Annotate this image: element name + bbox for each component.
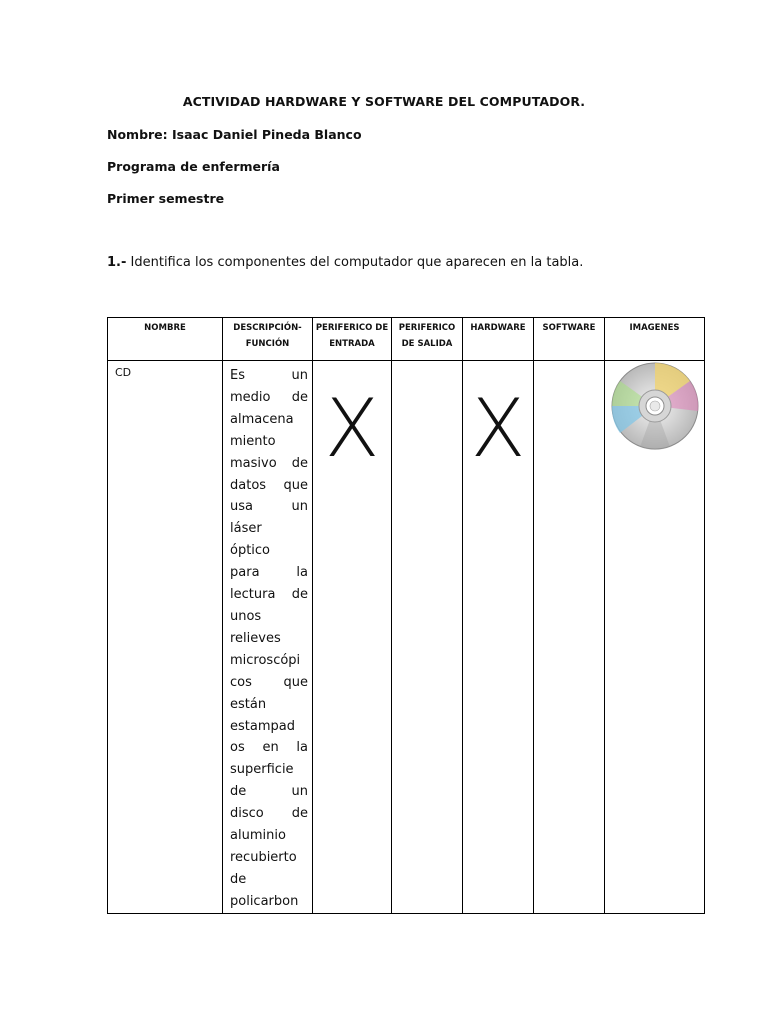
cell-imagen [605, 361, 705, 914]
description-line: datos que [230, 477, 308, 493]
description-line: medio de [230, 389, 308, 405]
header-imagenes: IMAGENES [605, 318, 705, 361]
table-header-row [108, 318, 705, 361]
components-table [107, 317, 705, 914]
description-line: miento [230, 433, 276, 449]
instruction [107, 255, 583, 270]
header-nombre: NOMBRE [108, 318, 223, 361]
program-name: Programa de enfermería [107, 159, 280, 174]
cd-disc-icon [610, 361, 700, 451]
description-line: policarbon [230, 893, 299, 909]
header-periferico-salida: PERIFERICO DE SALIDA [392, 318, 463, 361]
description-line: almacena [230, 411, 294, 427]
cell-descripcion [223, 361, 313, 914]
description-line: lectura de [230, 587, 308, 603]
semester: Primer semestre [107, 191, 225, 206]
description-line: usa un [230, 499, 308, 515]
cell-hardware: X [463, 361, 534, 914]
cell-periferico-salida [392, 361, 463, 914]
cell-periferico-entrada: X [313, 361, 392, 914]
description-line: están [230, 696, 267, 712]
description-line: óptico [230, 543, 271, 559]
cell-nombre: CD [108, 361, 223, 914]
description-line: masivo de [230, 455, 308, 471]
description-line: microscópi [230, 652, 301, 668]
table-row [108, 361, 705, 914]
description-line: disco de [230, 806, 308, 822]
description-line: Es un [230, 368, 308, 383]
instruction-number: 1.- [107, 255, 127, 270]
description-line: unos [230, 608, 262, 624]
header-descripcion: DESCRIPCIÓN-FUNCIÓN [223, 318, 313, 361]
cell-software [534, 361, 605, 914]
description-line: cos que [230, 674, 308, 690]
description-line: relieves [230, 630, 281, 646]
student-name: Nombre: Isaac Daniel Pineda Blanco [107, 127, 362, 142]
description-line: recubierto [230, 849, 297, 865]
description-line: aluminio [230, 828, 286, 844]
description-line: láser [230, 521, 262, 537]
header-hardware: HARDWARE [463, 318, 534, 361]
header-software: SOFTWARE [534, 318, 605, 361]
description-line: superficie [230, 762, 294, 778]
document-title: ACTIVIDAD HARDWARE Y SOFTWARE DEL COMPUTADOR. [182, 94, 586, 109]
description-line: de [230, 871, 247, 887]
description-line: de un [230, 784, 308, 800]
description-line: para la [230, 565, 308, 581]
instruction-text: Identifica los componentes del computador que aparecen en la tabla. [126, 255, 584, 270]
header-periferico-entrada: PERIFERICO DE ENTRADA [313, 318, 392, 361]
description-line: estampad [230, 718, 295, 734]
description-line: os en la [230, 740, 308, 756]
